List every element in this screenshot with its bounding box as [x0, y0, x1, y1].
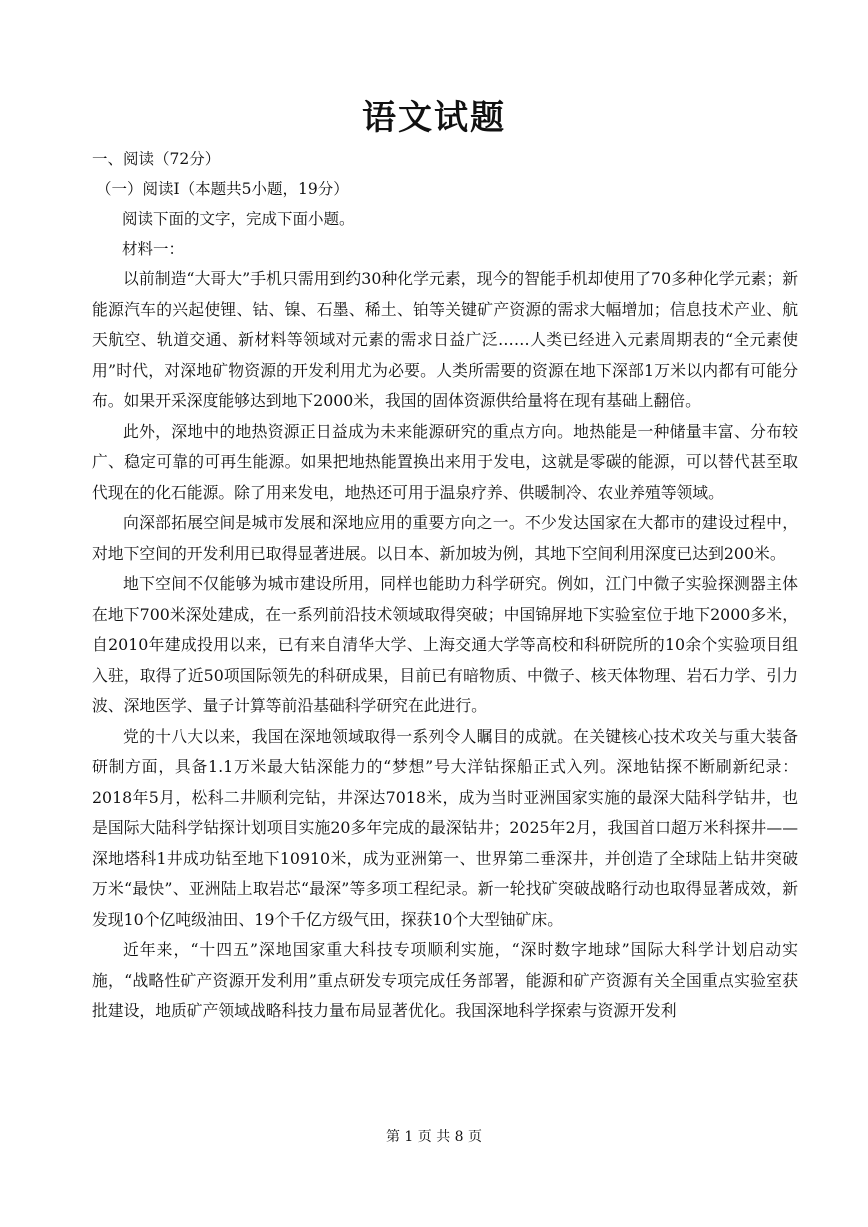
material-label: 材料一：: [122, 240, 185, 258]
paragraph: 向深部拓展空间是城市发展和深地应用的重要方向之一。不少发达国家在大都市的建设过程中，对地下空间的开发利用已取得显著进展。以日本、新加坡为例，其地下空间利用深度已达到200米。: [92, 513, 798, 563]
paragraph: 此外，深地中的地热资源正日益成为未来能源研究的重点方向。地热能是一种储量丰富、分布较广、稳定可靠的可再生能源。如果把地热能置换出来用于发电，这就是零碳的能源，可以替代甚至取代现在的化石能源。除了用来发电，地热还可用于温泉疗养、供暖制冷、农业养殖等领域。: [92, 421, 798, 502]
section-heading-reading: 一、阅读（72分）: [92, 150, 221, 168]
document-title: 语文试题: [362, 98, 506, 138]
material-body: [92, 264, 798, 1027]
paragraph: 以前制造“大哥大”手机只需用到约30种化学元素，现今的智能手机却使用了70多种化学元素；新能源汽车的兴起使锂、钴、镍、石墨、稀土、铂等关键矿产资源的需求大幅增加；信息技术产业、航天航空、轨道交通、新材料等领域对元素的需求日益广泛……人类已经进入元素周期表的“全元素使用”时代，对深地矿物资源的开发利用尤为必要。人类所需要的资源在地下深部1万米以内都有可能分布。如果开采深度能够达到地下2000米，我国的固体资源供给量将在现有基础上翻倍。: [92, 269, 798, 410]
paragraph: 地下空间不仅能够为城市建设所用，同样也能助力科学研究。例如，江门中微子实验探测器主体在地下700米深处建成，在一系列前沿技术领域取得突破；中国锦屏地下实验室位于地下2000多米，自2010年建成投用以来，已有来自清华大学、上海交通大学等高校和科研院所的10余个实验项目组入驻，取得了近50项国际领先的科研成果，目前已有暗物质、中微子、核天体物理、岩石力学、引力波、深地医学、量子计算等前沿基础科学研究在此进行。: [92, 574, 798, 715]
subsection-heading-reading-1: （一）阅读Ⅰ（本题共5小题，19分）: [96, 180, 349, 198]
paragraph: 党的十八大以来，我国在深地领域取得一系列令人瞩目的成就。在关键核心技术攻关与重大装备研制方面，具备1.1万米最大钻深能力的“梦想”号大洋钻探船正式入列。深地钻探不断刷新纪录：2018年5月，松科二井顺利完钻，井深达7018米，成为当时亚洲国家实施的最深大陆科学钻井，也是国际大陆科学钻探计划项目实施20多年完成的最深钻井；2025年2月，我国首口超万米科探井——深地塔科1井成功钻至地下10910米，成为亚洲第一、世界第二垂深井，并创造了全球陆上钻井突破万米“最快”、亚洲陆上取岩芯“最深”等多项工程纪录。新一轮找矿突破战略行动也取得显著成效，新发现10个亿吨级油田、19个千亿方级气田，探获10个大型铀矿床。: [92, 726, 798, 929]
instruction-text: 阅读下面的文字，完成下面小题。: [122, 210, 355, 228]
page-footer: 第 1 页 共 8 页: [385, 1129, 483, 1145]
paragraph: 近年来，“十四五”深地国家重大科技专项顺利实施，“深时数字地球”国际大科学计划启动实施，“战略性矿产资源开发利用”重点研发专项完成任务部署，能源和矿产资源有关全国重点实验室获批建设，地质矿产领域战略科技力量布局显著优化。我国深地科学探索与资源开发利: [92, 940, 798, 1020]
